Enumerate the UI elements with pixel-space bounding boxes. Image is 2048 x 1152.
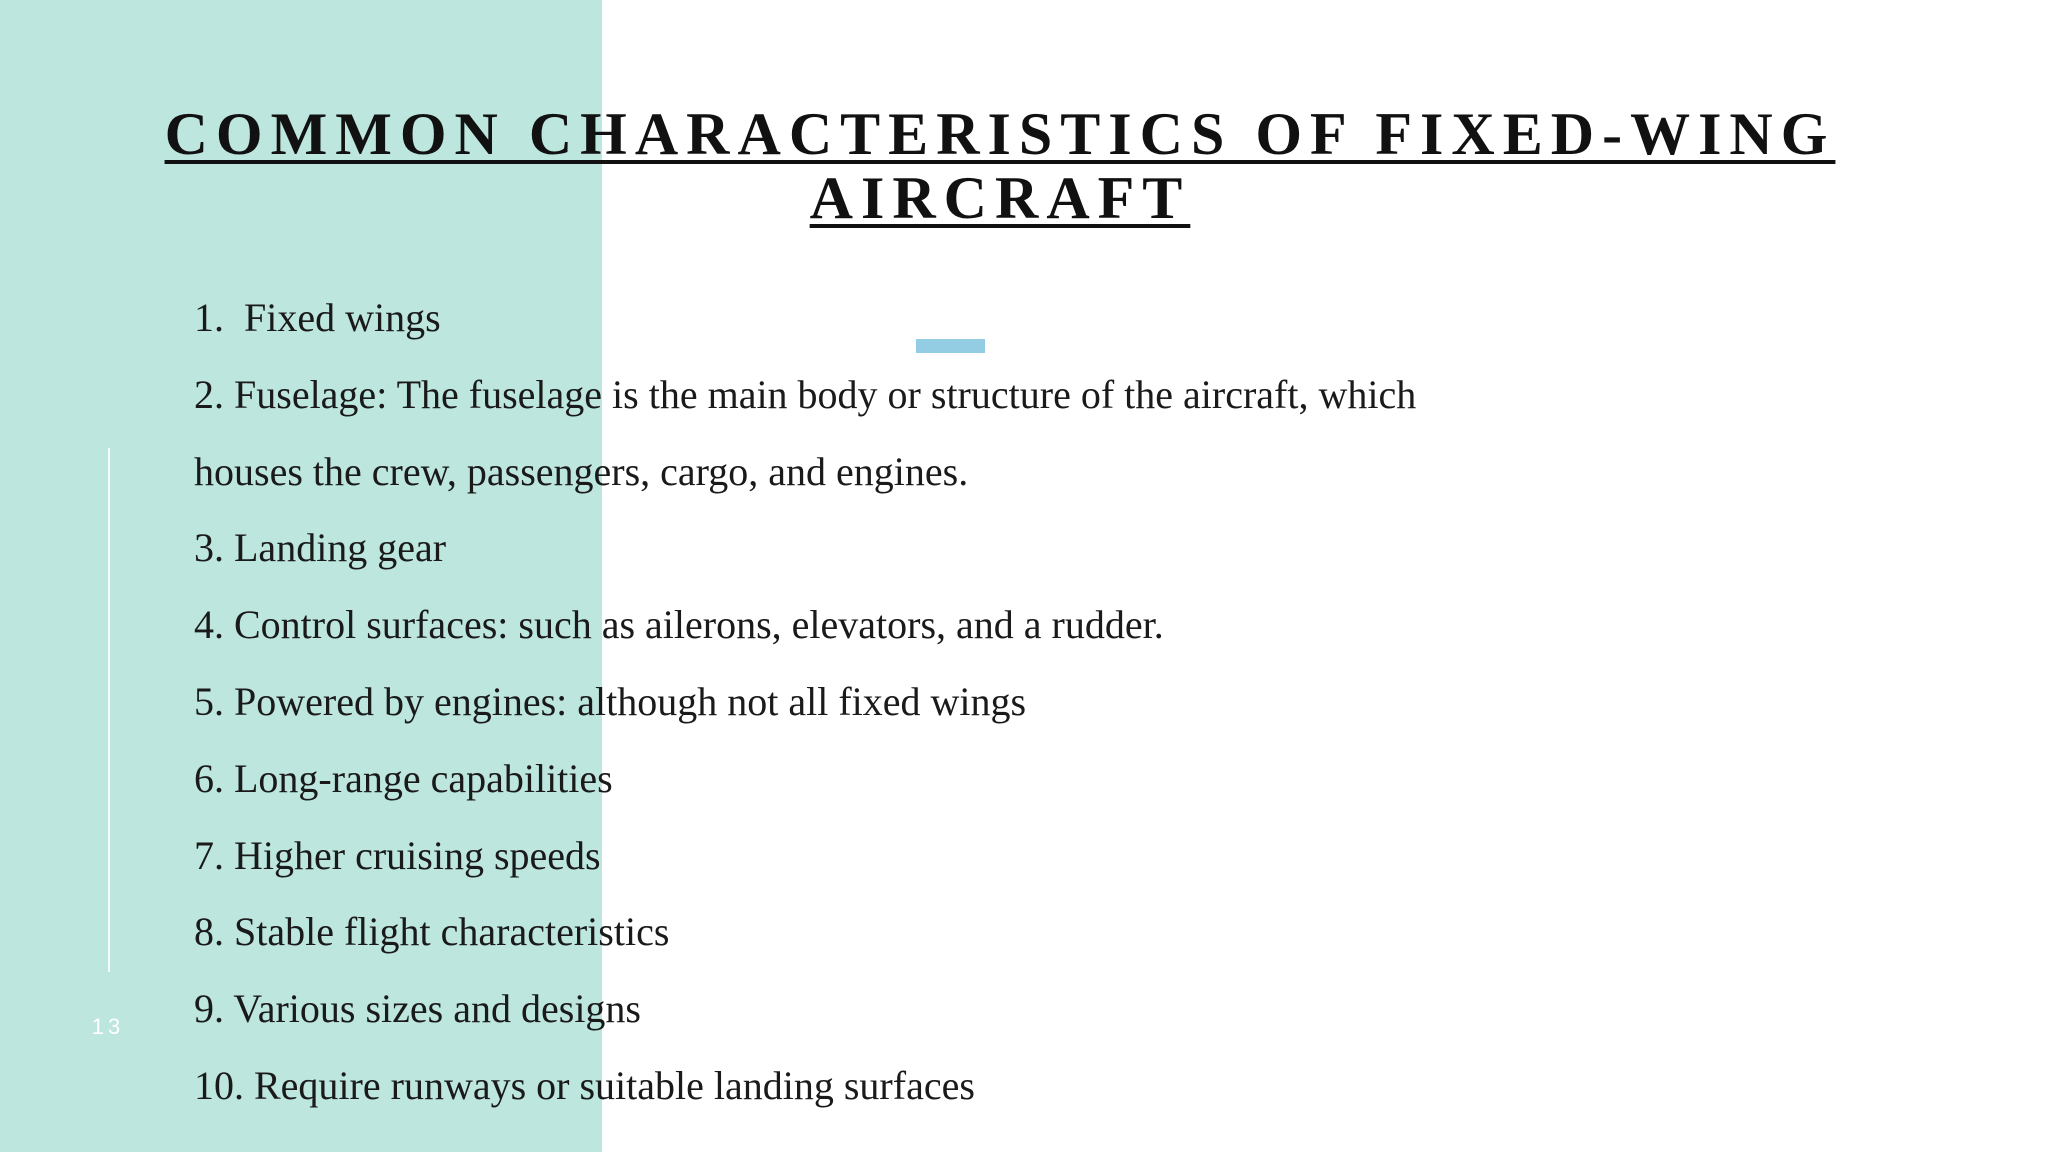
list-item: 4. Control surfaces: such as ailerons, elevators, and a rudder.: [194, 602, 1164, 648]
list-item: 9. Various sizes and designs: [194, 986, 641, 1032]
list-item: 1. Fixed wings: [194, 295, 441, 340]
slide-number: 13: [91, 1014, 125, 1039]
characteristics-list: [194, 280, 1794, 1125]
slide-title: [150, 102, 1850, 230]
list-item: houses the crew, passengers, cargo, and engines.: [194, 448, 969, 494]
slide-title-line-1: COMMON CHARACTERISTICS OF FIXED-WING: [164, 101, 1836, 167]
list-item: 6. Long-range capabilities: [194, 755, 613, 801]
list-item: 2. Fuselage: The fuselage is the main body or structure of the aircraft, which: [194, 371, 1417, 417]
list-item: 8. Stable flight characteristics: [194, 909, 670, 955]
list-item: 3. Landing gear: [194, 525, 447, 571]
slide-title-line-2: AIRCRAFT: [809, 165, 1191, 231]
side-divider-line: [108, 448, 110, 972]
list-item: 10. Require runways or suitable landing surfaces: [194, 1062, 975, 1108]
list-item: 7. Higher cruising speeds: [194, 832, 601, 878]
list-item: 5. Powered by engines: although not all fixed wings: [194, 678, 1027, 724]
